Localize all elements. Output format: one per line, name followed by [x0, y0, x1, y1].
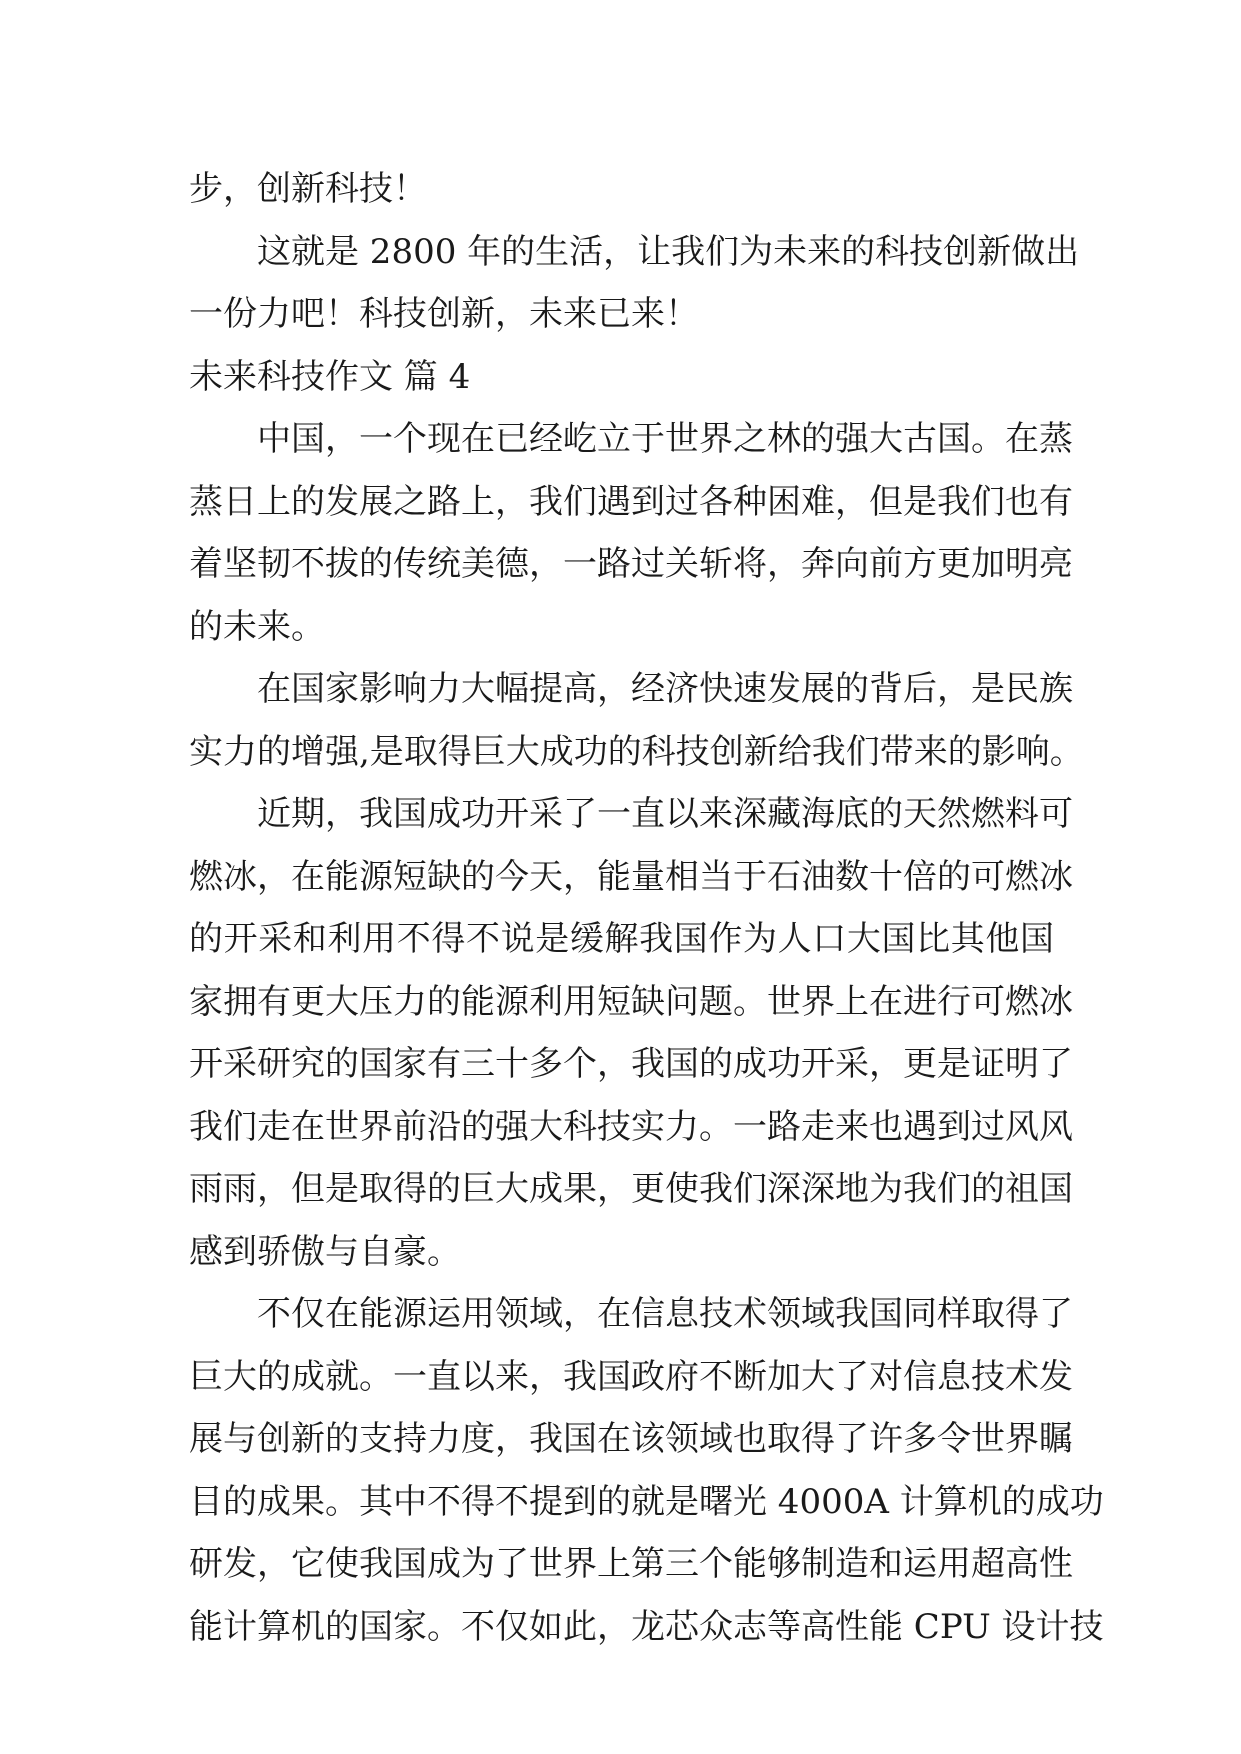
text-line: 我们走在世界前沿的强大科技实力。一路走来也遇到过风风 — [189, 1106, 1073, 1147]
text-line: 雨雨，但是取得的巨大成果，更使我们深深地为我们的祖国 — [189, 1169, 1073, 1209]
text-line: 展与创新的支持力度，我国在该领域也取得了许多令世界瞩 — [189, 1419, 1073, 1459]
text-line: 的开采和利用不得不说是缓解我国作为人口大国比其他国 — [189, 919, 1054, 959]
text-line: 的未来。 — [189, 606, 325, 647]
section-heading: 未来科技作文 篇 4 — [189, 356, 471, 397]
text-line: 目的成果。其中不得不提到的就是曙光 4000A 计算机的成功 — [189, 1481, 1104, 1522]
text-line: 开采研究的国家有三十多个，我国的成功开采，更是证明了 — [189, 1044, 1073, 1084]
text-line: 这就是 2800 年的生活，让我们为未来的科技创新做出 — [257, 231, 1080, 272]
text-line: 在国家影响力大幅提高，经济快速发展的背后，是民族 — [257, 669, 1073, 709]
text-line: 一份力吧！科技创新，未来已来！ — [189, 294, 699, 334]
text-line: 着坚韧不拔的传统美德，一路过关斩将，奔向前方更加明亮 — [189, 544, 1073, 584]
text-line: 家拥有更大压力的能源利用短缺问题。世界上在进行可燃冰 — [189, 981, 1073, 1022]
text-line: 蒸日上的发展之路上，我们遇到过各种困难，但是我们也有 — [189, 481, 1073, 522]
text-line: 研发，它使我国成为了世界上第三个能够制造和运用超高性 — [189, 1544, 1073, 1584]
text-line: 感到骄傲与自豪。 — [189, 1231, 461, 1272]
text-line: 中国，一个现在已经屹立于世界之林的强大古国。在蒸 — [257, 419, 1073, 459]
text-line: 步，创新科技！ — [189, 169, 427, 209]
text-line: 燃冰，在能源短缺的今天，能量相当于石油数十倍的可燃冰 — [189, 856, 1073, 897]
text-line: 不仅在能源运用领域，在信息技术领域我国同样取得了 — [257, 1294, 1073, 1334]
text-line: 实力的增强,是取得巨大成功的科技创新给我们带来的影响。 — [189, 731, 1084, 772]
text-line: 能计算机的国家。不仅如此，龙芯众志等高性能 CPU 设计技 — [189, 1606, 1104, 1647]
document-body — [189, 158, 1104, 1658]
text-line: 巨大的成就。一直以来，我国政府不断加大了对信息技术发 — [189, 1356, 1073, 1397]
text-line: 近期，我国成功开采了一直以来深藏海底的天然燃料可 — [257, 794, 1073, 834]
